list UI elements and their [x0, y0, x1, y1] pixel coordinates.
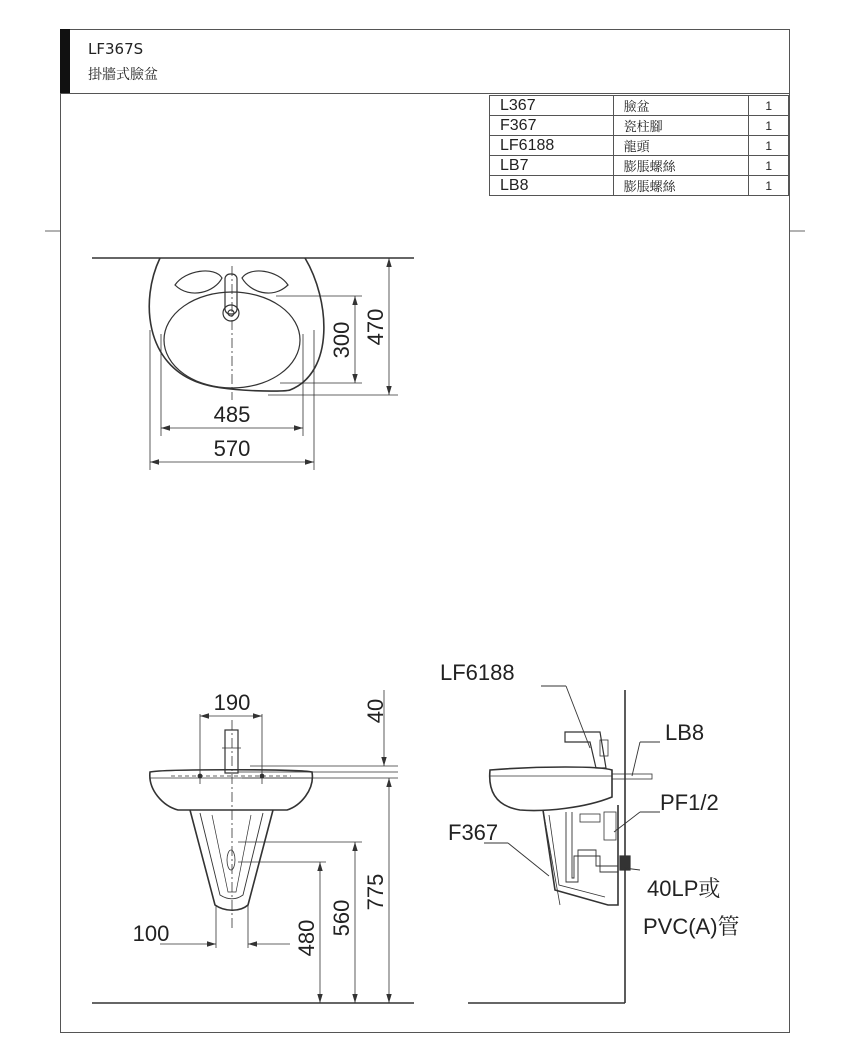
- part-name: 龍頭: [613, 136, 748, 156]
- part-qty: 1: [749, 116, 789, 136]
- faucet-front: [225, 730, 238, 773]
- part-code: LB7: [490, 156, 614, 176]
- leader-pedestal: [508, 843, 549, 876]
- label-pedestal: F367: [448, 820, 499, 845]
- part-name: 瓷柱腳: [613, 116, 748, 136]
- dim-label-570: 570: [213, 436, 251, 461]
- pedestal-side: [543, 805, 618, 905]
- faucet-spout: [225, 274, 237, 314]
- part-code: LF6188: [490, 136, 614, 156]
- part-qty: 1: [749, 96, 789, 116]
- dim-label-560: 560: [329, 899, 354, 937]
- model-name: 掛牆式臉盆: [88, 67, 158, 83]
- part-name: 膨脹螺絲: [613, 176, 748, 196]
- basin-side-outline: [490, 767, 612, 810]
- model-code: LF367S: [88, 40, 144, 58]
- part-code: LB8: [490, 176, 614, 196]
- label-drain-line2: PVC(A)管: [643, 914, 740, 939]
- label-faucet: LF6188: [440, 660, 515, 685]
- dim-label-100: 100: [132, 921, 170, 946]
- top-view: [92, 258, 414, 470]
- part-qty: 1: [749, 156, 789, 176]
- front-view: [92, 690, 414, 1003]
- dim-label-485: 485: [213, 402, 251, 427]
- label-drain-line1: 40LP或: [647, 876, 721, 901]
- part-code: L367: [490, 96, 614, 116]
- part-code: F367: [490, 116, 614, 136]
- dim-label-190: 190: [213, 690, 251, 715]
- label-bolt: LB8: [665, 720, 705, 745]
- leader-faucet: [566, 686, 590, 748]
- angle-valve: [604, 812, 616, 840]
- part-name: 臉盆: [613, 96, 748, 116]
- dim-label-40: 40: [363, 698, 388, 724]
- overflow-slot-left: [175, 271, 222, 293]
- dim-label-470: 470: [363, 308, 388, 346]
- overflow-slot-right: [242, 271, 288, 293]
- part-name: 膨脹螺絲: [613, 156, 748, 176]
- drain-inner: [228, 310, 234, 316]
- pedestal-front: [190, 810, 273, 910]
- leader-bolt: [632, 742, 640, 776]
- part-qty: 1: [749, 176, 789, 196]
- dim-label-775: 775: [363, 873, 388, 911]
- label-valve: PF1/2: [660, 790, 719, 815]
- dim-label-480: 480: [294, 919, 319, 957]
- dim-label-300: 300: [329, 321, 354, 359]
- part-qty: 1: [749, 136, 789, 156]
